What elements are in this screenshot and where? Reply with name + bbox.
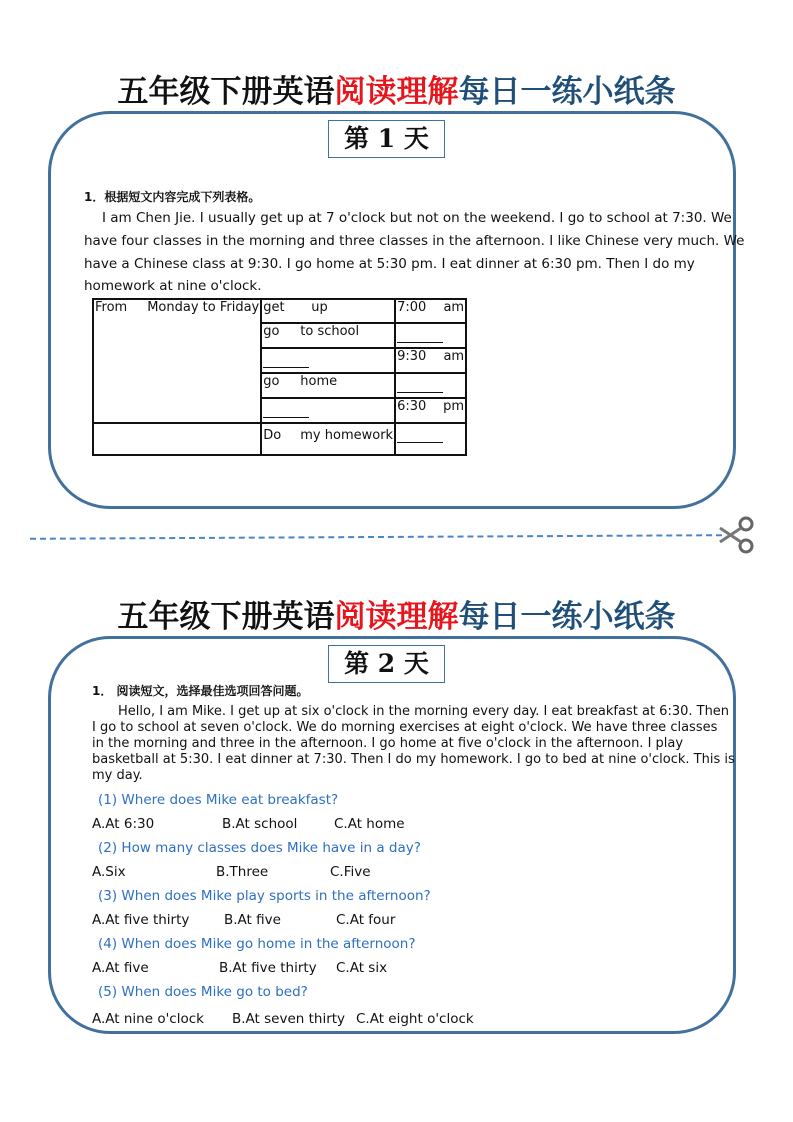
answer-blank[interactable] <box>397 324 443 343</box>
cell-text: am <box>443 300 465 315</box>
option-b[interactable]: B.At seven thirty <box>232 1011 346 1027</box>
page-title-1 <box>0 66 793 111</box>
option-c[interactable]: C.At six <box>336 960 388 976</box>
title-part: 每日一练小纸条 <box>458 599 676 635</box>
cell-text: 9:30 <box>397 349 427 364</box>
option-c[interactable]: C.At home <box>334 816 405 832</box>
day2-line: in the morning and three in the afternoon. I go home at five o'clock in the afternoon. I play <box>92 736 684 751</box>
answer-blank[interactable] <box>263 399 309 418</box>
option-a[interactable]: A.At 6:30 <box>92 816 155 832</box>
cell-text: home <box>300 374 338 389</box>
option-a[interactable]: A.At nine o'clock <box>92 1011 204 1027</box>
day2-heading: 1． 阅读短文，选择最佳选项回答问题。 <box>92 684 309 698</box>
title-highlight: 阅读理解 <box>334 74 459 110</box>
cell-text: to school <box>300 324 360 339</box>
question: (1) Where does Mike eat breakfast? <box>98 792 339 808</box>
from-cell <box>93 299 261 423</box>
cut-line <box>30 534 722 540</box>
answer-blank[interactable] <box>397 424 443 443</box>
title-part: 五年级下册英语 <box>117 74 335 110</box>
day2-label: 第 2 天 <box>328 645 445 683</box>
cell-text: 7:00 <box>397 300 427 315</box>
time-cell <box>395 299 466 323</box>
cell-text: go <box>263 324 280 339</box>
activity-cell <box>261 373 395 398</box>
day1-heading: 1．根据短文内容完成下列表格。 <box>84 190 261 204</box>
scissors-icon <box>716 515 760 555</box>
day1-line: have a Chinese class at 9:30. I go home at 5:30 pm. I eat dinner at 6:30 pm. Then I do my <box>84 256 695 272</box>
day2-line: my day. <box>92 768 143 783</box>
empty-cell <box>93 423 261 455</box>
activity-blank[interactable] <box>261 398 395 423</box>
option-a[interactable]: A.At five thirty <box>92 912 190 928</box>
question: (3) When does Mike play sports in the afternoon? <box>98 888 431 904</box>
option-b[interactable]: B.At school <box>222 816 298 832</box>
cell-text: my homework <box>300 428 394 443</box>
cell-text: am <box>443 349 465 364</box>
title-highlight: 阅读理解 <box>334 599 459 635</box>
time-blank[interactable] <box>395 323 466 348</box>
question: (4) When does Mike go home in the afternoon? <box>98 936 416 952</box>
time-cell <box>395 398 466 423</box>
schedule-table <box>92 298 467 456</box>
answer-blank[interactable] <box>397 374 443 393</box>
page-title-2 <box>0 591 793 636</box>
activity-blank[interactable] <box>261 348 395 373</box>
option-c[interactable]: C.At eight o'clock <box>356 1011 474 1027</box>
cell-text: up <box>311 300 328 315</box>
activity-cell <box>261 423 395 455</box>
cell-text: pm <box>443 399 465 414</box>
answer-blank[interactable] <box>263 349 309 368</box>
day2-line: basketball at 5:30. I eat dinner at 7:30. Then I do my homework. I go to bed at nine o'clock. This is <box>92 752 735 767</box>
time-cell <box>395 348 466 373</box>
day1-label: 第 1 天 <box>328 120 445 158</box>
day2-line: I go to school at seven o'clock. We do morning exercises at eight o'clock. We have three classes <box>92 720 718 735</box>
day1-line: homework at nine o'clock. <box>84 278 262 294</box>
activity-cell <box>261 323 395 348</box>
option-b[interactable]: B.Three <box>216 864 269 880</box>
cell-text: get <box>263 300 285 315</box>
option-a[interactable]: A.Six <box>92 864 126 880</box>
title-part: 五年级下册英语 <box>117 599 335 635</box>
activity-cell <box>261 299 395 323</box>
cell-text: go <box>263 374 280 389</box>
day2-line: Hello, I am Mike. I get up at six o'clock in the morning every day. I eat breakfast at 6:30. Then <box>118 704 730 719</box>
option-b[interactable]: B.At five thirty <box>219 960 317 976</box>
day1-line: have four classes in the morning and three classes in the afternoon. I like Chinese very much. We <box>84 233 745 249</box>
question: (5) When does Mike go to bed? <box>98 984 308 1000</box>
cell-text: Do <box>263 428 282 443</box>
from-label: From <box>95 300 128 315</box>
option-c[interactable]: C.At four <box>336 912 396 928</box>
option-c[interactable]: C.Five <box>330 864 371 880</box>
option-a[interactable]: A.At five <box>92 960 149 976</box>
cell-text: 6:30 <box>397 399 427 414</box>
day1-line: I am Chen Jie. I usually get up at 7 o'clock but not on the weekend. I go to school at 7:30. We <box>102 210 732 226</box>
title-part: 每日一练小纸条 <box>458 74 676 110</box>
time-blank[interactable] <box>395 373 466 398</box>
time-blank[interactable] <box>395 423 466 455</box>
option-b[interactable]: B.At five <box>224 912 281 928</box>
from-value: Monday to Friday <box>147 300 260 315</box>
question: (2) How many classes does Mike have in a day? <box>98 840 421 856</box>
